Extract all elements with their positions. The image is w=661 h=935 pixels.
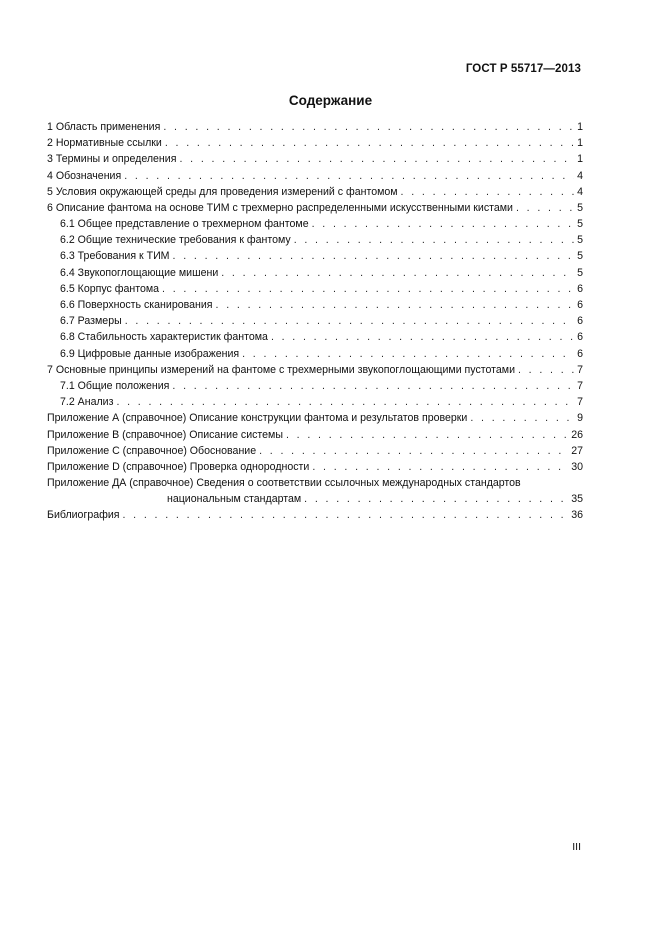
toc-entry-6-6[interactable] (47, 297, 583, 313)
toc-entry-page: 6 (577, 315, 583, 328)
toc-entry-label: 6.6 Поверхность сканирования (60, 299, 213, 312)
toc-entry-page: 5 (577, 234, 583, 247)
toc-entry-label: 4 Обозначения (47, 169, 122, 182)
dot-leader (172, 378, 574, 394)
toc-entry-6-8[interactable] (47, 329, 583, 345)
toc-entry-page: 1 (577, 137, 583, 150)
dot-leader (179, 151, 574, 167)
toc-entry-6[interactable] (47, 200, 583, 216)
dot-leader (304, 491, 568, 507)
toc-entry-page: 7 (577, 379, 583, 392)
toc-entry-6-1[interactable] (47, 216, 583, 232)
toc-entry-page: 5 (577, 201, 583, 214)
dot-leader (173, 248, 575, 264)
toc-entry-page: 6 (577, 347, 583, 360)
dot-leader (124, 168, 574, 184)
page-number: III (572, 841, 581, 853)
dot-leader (216, 297, 575, 313)
toc-entry-page: 5 (577, 218, 583, 231)
toc-entry-label: 6.4 Звукопоглощающие мишени (60, 266, 219, 279)
toc-entry-page: 1 (577, 153, 583, 166)
toc-entry-appendix-da[interactable] (47, 475, 583, 507)
toc-entry-6-9[interactable] (47, 346, 583, 362)
toc-entry-page: 4 (577, 185, 583, 198)
toc-entry-page: 9 (577, 412, 583, 425)
toc-entry-4[interactable] (47, 168, 583, 184)
toc-entry-bibliography[interactable] (47, 508, 583, 524)
dot-leader (294, 232, 574, 248)
toc-entry-7-2[interactable] (47, 394, 583, 410)
toc-entry-label: 2 Нормативные ссылки (47, 137, 162, 150)
toc-entry-3[interactable] (47, 151, 583, 167)
toc-entry-label: Приложение ДА (справочное) Сведения о соответствии ссылочных международных стандартов (47, 477, 521, 490)
toc-entry-page: 5 (577, 266, 583, 279)
toc-entry-6-4[interactable] (47, 265, 583, 281)
toc-entry-page: 26 (571, 428, 583, 441)
dot-leader (271, 329, 574, 345)
toc-entry-label: 6.1 Общее представление о трехмерном фантоме (60, 218, 309, 231)
toc-entry-label: Приложение В (справочное) Описание системы (47, 428, 283, 441)
toc-entry-page: 35 (571, 493, 583, 506)
toc-entry-page: 6 (577, 331, 583, 344)
toc-entry-page: 27 (571, 444, 583, 457)
toc-entry-label: 6 Описание фантома на основе ТИМ с трехмерно распределенными искусственными кистами (47, 201, 513, 214)
toc-entry-page: 6 (577, 299, 583, 312)
toc-entry-page: 6 (577, 282, 583, 295)
dot-leader (312, 216, 575, 232)
toc-entry-page: 36 (571, 509, 583, 522)
toc-entry-label: Приложение С (справочное) Обоснование (47, 444, 257, 457)
toc-entry-appendix-d[interactable] (47, 459, 583, 475)
toc-entry-label: 6.2 Общие технические требования к фантому (60, 234, 291, 247)
toc-entry-page: 30 (571, 460, 583, 473)
dot-leader (516, 200, 574, 216)
dot-leader (242, 346, 574, 362)
toc-entry-page: 4 (577, 169, 583, 182)
dot-leader (122, 507, 568, 523)
toc-entry-label: 7.1 Общие положения (60, 379, 170, 392)
toc-title: Содержание (288, 93, 373, 108)
toc-entry-label: 1 Область применения (47, 120, 161, 133)
toc-entry-label: 6.7 Размеры (60, 315, 122, 328)
dot-leader (116, 394, 574, 410)
toc-entry-7[interactable] (47, 362, 583, 378)
dot-leader (518, 362, 574, 378)
toc-entry-label: 5 Условия окружающей среды для проведения измерений с фантомом (47, 185, 398, 198)
table-of-contents (47, 119, 583, 524)
toc-entry-label: Приложение А (справочное) Описание конструкции фантома и результатов проверки (47, 412, 468, 425)
dot-leader (162, 281, 574, 297)
toc-entry-label: 6.5 Корпус фантома (60, 282, 160, 295)
dot-leader (163, 119, 574, 135)
toc-entry-page: 7 (577, 396, 583, 409)
toc-entry-label: 7.2 Анализ (60, 396, 114, 409)
toc-entry-page: 5 (577, 250, 583, 263)
dot-leader (470, 410, 574, 426)
toc-entry-label-continued: национальным стандартам (167, 493, 302, 506)
toc-entry-appendix-b[interactable] (47, 427, 583, 443)
toc-entry-5[interactable] (47, 184, 583, 200)
dot-leader (401, 184, 575, 200)
toc-entry-2[interactable] (47, 135, 583, 151)
toc-entry-appendix-c[interactable] (47, 443, 583, 459)
dot-leader (221, 265, 574, 281)
toc-entry-label: Приложение D (справочное) Проверка однородности (47, 460, 310, 473)
toc-entry-6-7[interactable] (47, 313, 583, 329)
document-code: ГОСТ Р 55717—2013 (465, 63, 581, 75)
toc-entry-label: 6.8 Стабильность характеристик фантома (60, 331, 268, 344)
toc-entry-label: 3 Термины и определения (47, 153, 177, 166)
dot-leader (259, 443, 568, 459)
toc-entry-page: 1 (577, 120, 583, 133)
toc-entry-appendix-a[interactable] (47, 410, 583, 426)
dot-leader (312, 459, 568, 475)
dot-leader (125, 313, 574, 329)
dot-leader (286, 427, 568, 443)
toc-entry-label: 6.3 Требования к ТИМ (60, 250, 170, 263)
toc-entry-label: Библиография (47, 509, 120, 522)
toc-entry-6-2[interactable] (47, 232, 583, 248)
toc-entry-label: 7 Основные принципы измерений на фантоме с трехмерными звукопоглощающими пустотами (47, 363, 515, 376)
toc-entry-6-3[interactable] (47, 249, 583, 265)
toc-entry-1[interactable] (47, 119, 583, 135)
dot-leader (165, 135, 574, 151)
toc-entry-7-1[interactable] (47, 378, 583, 394)
toc-entry-label: 6.9 Цифровые данные изображения (60, 347, 240, 360)
toc-entry-6-5[interactable] (47, 281, 583, 297)
toc-entry-page: 7 (577, 363, 583, 376)
